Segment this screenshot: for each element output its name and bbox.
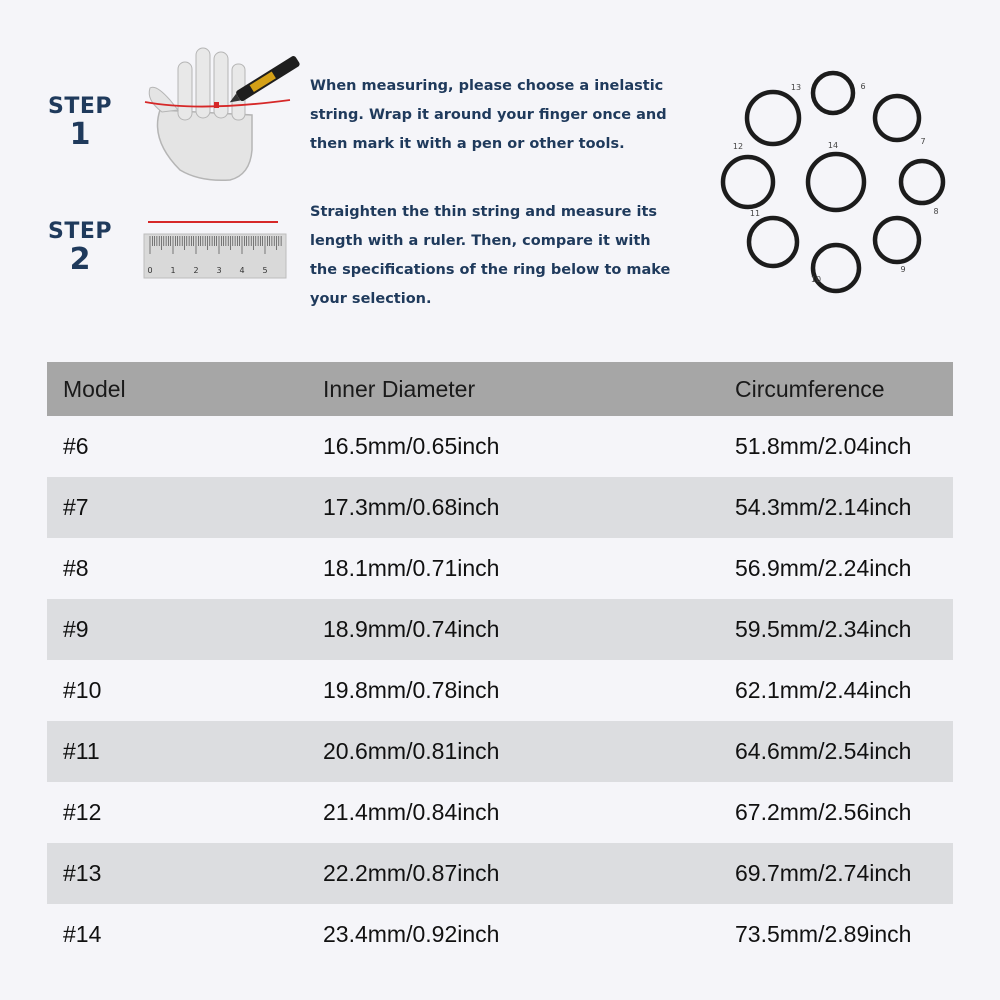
cell-circumference: 64.6mm/2.54inch: [735, 721, 953, 782]
ring-size-label: 7: [920, 137, 926, 146]
cell-model: #10: [63, 677, 102, 703]
ruler-label: 2: [193, 266, 199, 275]
cell-inner-diameter: 17.3mm/0.68inch: [323, 477, 735, 538]
ring-7: [875, 96, 919, 140]
ring-sizes-illustration: [715, 60, 960, 305]
header-inner-diameter: Inner Diameter: [323, 362, 735, 416]
cell-model: #9: [47, 599, 323, 660]
ring-size-label: 6: [860, 82, 866, 91]
step-1-word: STEP: [47, 94, 112, 119]
cell-model: #8: [63, 555, 89, 581]
ring-size-label: 10: [810, 275, 822, 284]
table-row: [47, 904, 953, 965]
step-1-label: [40, 95, 120, 151]
cell-circumference: 56.9mm/2.24inch: [735, 555, 912, 581]
step-2-number: 2: [69, 242, 91, 277]
table-row: [47, 477, 953, 538]
ring-size-table: [47, 362, 953, 965]
cell-circumference: 67.2mm/2.56inch: [735, 799, 912, 825]
table-row: [47, 782, 953, 843]
ruler-label: 1: [170, 266, 176, 275]
cell-model: #11: [47, 721, 323, 782]
ruler-label: 4: [239, 266, 245, 275]
cell-inner-diameter: 18.1mm/0.71inch: [323, 555, 500, 581]
cell-inner-diameter: 23.4mm/0.92inch: [323, 921, 500, 947]
ruler-label: 3: [216, 266, 222, 275]
ring-size-label: 11: [749, 209, 761, 218]
header-circumference: Circumference: [735, 362, 953, 416]
cell-model: #6: [63, 433, 89, 459]
ruler-label: 5: [262, 266, 268, 275]
cell-circumference: 54.3mm/2.14inch: [735, 477, 953, 538]
cell-model: #12: [63, 799, 102, 825]
cell-model: #7: [47, 477, 323, 538]
cell-circumference: 59.5mm/2.34inch: [735, 599, 953, 660]
table-row: [47, 721, 953, 782]
ring-9: [875, 218, 919, 262]
ring-8: [901, 161, 943, 203]
step-1-number: 1: [69, 117, 91, 152]
ring-size-label: 12: [732, 142, 744, 151]
step-1-instructions: When measuring, please choose a inelastic string. Wrap it around your finger once and then mark it with a pen or other tools.: [310, 78, 667, 152]
table-row: [47, 843, 953, 904]
ring-6: [813, 73, 853, 113]
ring-size-label: 14: [827, 141, 839, 150]
cell-inner-diameter: 22.2mm/0.87inch: [323, 843, 735, 904]
ring-size-label: 13: [790, 83, 802, 92]
ruler-label: 0: [147, 266, 153, 275]
cell-circumference: 51.8mm/2.04inch: [735, 433, 912, 459]
cell-model: #13: [47, 843, 323, 904]
ring-12: [723, 157, 773, 207]
step-2-instructions: Straighten the thin string and measure its length with a ruler. Then, compare it with the specifications of the ring below to make your selection.: [310, 204, 671, 307]
ring-10: [810, 245, 859, 291]
ruler-illustration: [140, 212, 290, 282]
cell-circumference: 69.7mm/2.74inch: [735, 843, 953, 904]
cell-model: #14: [63, 921, 102, 947]
cell-inner-diameter: 19.8mm/0.78inch: [323, 677, 500, 703]
ring-14: [808, 154, 864, 210]
cell-inner-diameter: 21.4mm/0.84inch: [323, 799, 500, 825]
ring-size-label: 8: [933, 207, 939, 216]
hand-measuring-illustration: [140, 40, 310, 185]
table-row: [47, 599, 953, 660]
cell-inner-diameter: 18.9mm/0.74inch: [323, 599, 735, 660]
step-2-word: STEP: [47, 219, 112, 244]
ring-13: [747, 92, 799, 144]
ring-11: [749, 218, 797, 266]
header-model: Model: [47, 362, 323, 416]
cell-inner-diameter: 16.5mm/0.65inch: [323, 433, 500, 459]
cell-circumference: 73.5mm/2.89inch: [735, 921, 912, 947]
ring-size-label: 9: [900, 265, 906, 274]
cell-circumference: 62.1mm/2.44inch: [735, 677, 912, 703]
table-header-row: [47, 362, 953, 416]
table-row: [47, 660, 953, 721]
step-2-label: [40, 220, 120, 276]
table-row: [47, 416, 953, 477]
table-row: [47, 538, 953, 599]
cell-inner-diameter: 20.6mm/0.81inch: [323, 721, 735, 782]
